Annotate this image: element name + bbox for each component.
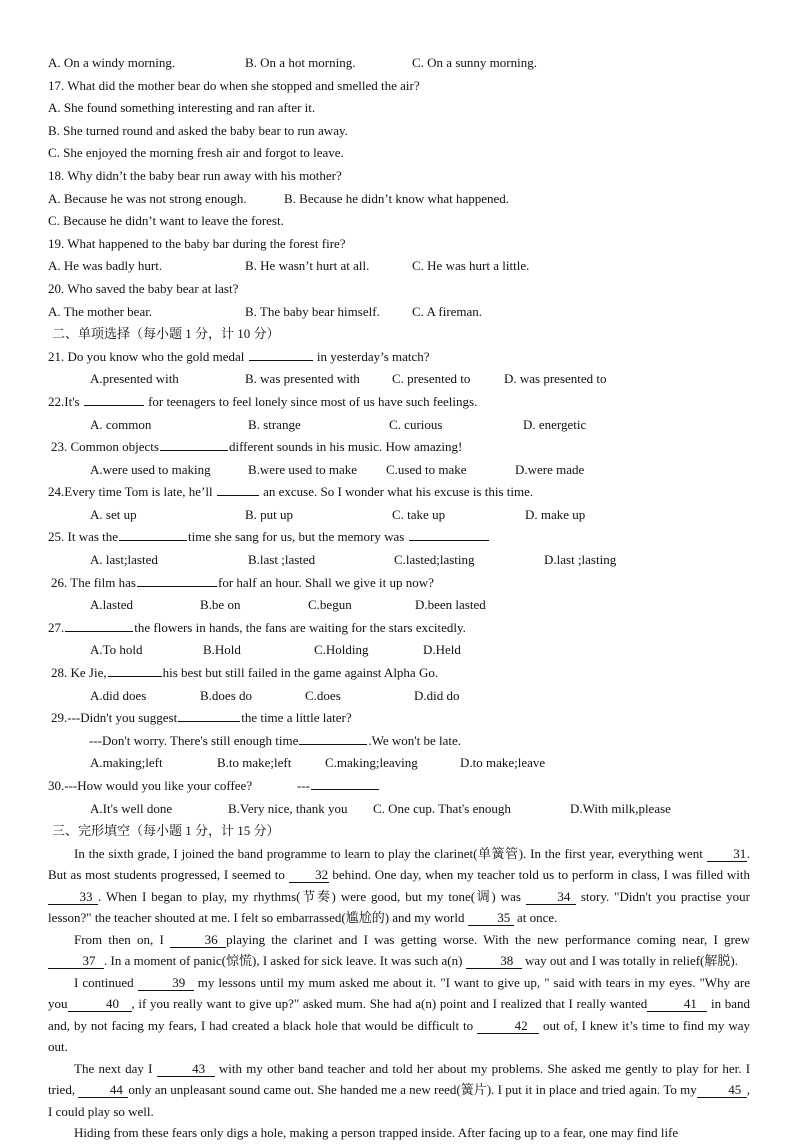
q23-option-a: A.were used to making <box>90 461 211 477</box>
q21-options <box>48 368 750 391</box>
q22-blank <box>84 391 144 406</box>
q24-option-b: B. put up <box>245 506 294 522</box>
q28-blank <box>108 662 162 677</box>
q18-option-a: A. Because he was not strong enough. <box>48 190 247 206</box>
q25-option-d: D.last ;lasting <box>544 552 617 568</box>
q17-option-c: C. She enjoyed the morning fresh air and forgot to leave. <box>48 145 344 161</box>
q27-blank <box>65 617 133 632</box>
blank-34: 34 <box>526 889 576 905</box>
q25-blank-1 <box>119 526 187 541</box>
q24-blank <box>217 481 259 496</box>
q24-option-d: D. make up <box>525 506 586 522</box>
q22-option-b: B. strange <box>248 416 301 432</box>
q19-option-a: A. He was badly hurt. <box>48 258 163 274</box>
q20-option-c: C. A fireman. <box>412 303 483 319</box>
q22-option-d: D. energetic <box>523 416 587 432</box>
q17-option-a: A. She found something interesting and ran after it. <box>48 100 316 116</box>
q30-option-b: B.Very nice, thank you <box>228 800 348 816</box>
cloze-paragraph-3: I continued 39 my lessons until my mum asked me about it. "I want to give up, " said with tears in my eyes. "Why are you 40 , if you really want to give up?" asked mum. She had a(n) point and I realized that I really wanted 41 in band and, by not facing my fears, I had created a black hole that would be difficult to 42 out of, I knew it’s time to find my way out. <box>48 974 751 1055</box>
q23-option-c: C.used to make <box>386 461 467 477</box>
exam-page <box>48 52 751 1141</box>
cloze-paragraph-5-cut: Hiding from these fears only digs a hole, making a person trapped inside. After facing up to a fear, one may find life <box>74 1125 679 1141</box>
blank-45: 45 <box>697 1082 747 1098</box>
q23-options <box>48 459 750 482</box>
q20-option-b: B. The baby bear himself. <box>245 303 380 319</box>
q25-option-b: B.last ;lasted <box>248 552 316 568</box>
q28-option-b: B.does do <box>200 687 252 703</box>
q16-option-b: B. On a hot morning. <box>245 55 356 70</box>
q27-options <box>48 639 750 662</box>
blank-43: 43 <box>157 1061 215 1077</box>
q21-blank <box>249 346 313 361</box>
q19-option-b: B. He wasn’t hurt at all. <box>245 258 370 274</box>
q30-stem: 30.---How would you like your coffee? --- <box>48 775 750 798</box>
blank-42: 42 <box>477 1018 539 1034</box>
blank-36: 36 <box>170 932 226 948</box>
q30-options <box>48 798 750 821</box>
q29-blank-2 <box>299 730 367 745</box>
q23-option-d: D.were made <box>515 461 585 477</box>
section3-title: 三、完形填空（每小题 1 分，计 15 分） <box>52 823 280 839</box>
q22-stem: 22.It's for teenagers to feel lonely since most of us have such feelings. <box>48 391 750 414</box>
q25-options <box>48 549 750 572</box>
q28-option-a: A.did does <box>90 687 147 703</box>
section2-title: 二、单项选择（每小题 1 分，计 10 分） <box>52 326 280 342</box>
blank-35: 35 <box>468 910 514 926</box>
q30-option-a: A.It's well done <box>90 800 173 816</box>
q27-option-d: D.Held <box>423 642 461 658</box>
q16-options <box>48 52 750 75</box>
q28-option-c: C.does <box>305 687 341 703</box>
blank-41: 41 <box>647 996 707 1012</box>
cloze-paragraph-1: In the sixth grade, I joined the band programme to learn to play the clarinet(单簧管). In the first year, everything went 31. But as most students progressed, I seemed to 32 behind. One day, when my teacher told us to perform in class, I was filled with 33 . When I began to play, my rhythms(节奏) were good, but my tone(调) was 34 story. "Didn't you practise your lesson?" the teacher shouted at me. I felt so embarrassed(尴尬的) and my world 35 at once. <box>48 845 751 926</box>
q28-option-d: D.did do <box>414 687 460 703</box>
q25-option-a: A. last;lasted <box>90 552 158 568</box>
q25-blank-2 <box>409 526 489 541</box>
q23-blank <box>160 436 228 451</box>
q26-option-b: B.be on <box>200 597 241 613</box>
q27-option-a: A.To hold <box>90 642 143 658</box>
blank-40: 40 <box>68 996 132 1012</box>
q20-stem: 20. Who saved the baby bear at last? <box>48 280 239 296</box>
q29-blank-1 <box>178 707 240 722</box>
q23-option-b: B.were used to make <box>248 461 358 477</box>
q26-options <box>48 594 750 617</box>
q30-option-c: C. One cup. That's enough <box>373 800 511 816</box>
blank-39: 39 <box>138 975 194 991</box>
blank-32: 32 <box>289 867 329 883</box>
q29-option-c: C.making;leaving <box>325 755 418 771</box>
q18-option-c: C. Because he didn’t want to leave the forest. <box>48 213 284 229</box>
blank-38: 38 <box>466 953 522 969</box>
q19-option-c: C. He was hurt a little. <box>412 258 530 274</box>
q29-options <box>48 752 750 775</box>
q18-stem: 18. Why didn’t the baby bear run away with his mother? <box>48 167 342 183</box>
cloze-paragraph-4: The next day I 43 with my other band teacher and told her about my problems. She asked me gently to play for her. I tried, 44 only an unpleasant sound came out. She handed me a new reed(簧片). I put it in place and tried again. To my 45 , I could play so well. <box>48 1060 751 1119</box>
q21-option-c: C. presented to <box>392 371 471 387</box>
q24-option-a: A. set up <box>90 506 137 522</box>
q17-option-b: B. She turned round and asked the baby bear to run away. <box>48 122 348 138</box>
q29-stem: 29.---Didn't you suggest the time a little later? <box>48 707 750 730</box>
q23-stem: 23. Common objects different sounds in his music. How amazing! <box>48 436 750 459</box>
q21-option-d: D. was presented to <box>504 371 607 387</box>
cloze-paragraph-2: From then on, I 36 playing the clarinet and I was getting worse. With the new performance coming near, I grew 37 . In a moment of panic(惊慌), I asked for sick leave. It was such a(n) 38 way out and I was totally in relief(解脱). <box>48 929 750 972</box>
q30-option-d: D.With milk,please <box>570 800 671 816</box>
q16-option-a: A. On a windy morning. <box>48 55 176 70</box>
q26-stem: 26. The film has for half an hour. Shall we give it up now? <box>48 572 750 595</box>
q24-option-c: C. take up <box>392 506 446 522</box>
q21-option-b: B. was presented with <box>245 371 360 387</box>
q27-stem: 27. the flowers in hands, the fans are waiting for the stars excitedly. <box>48 617 750 640</box>
q27-option-b: B.Hold <box>203 642 241 658</box>
q29-option-a: A.making;left <box>90 755 163 771</box>
q19-stem: 19. What happened to the baby bar during the forest fire? <box>48 235 346 251</box>
q29-reply: ---Don't worry. There's still enough time .We won't be late. <box>48 730 750 753</box>
q29-option-d: D.to make;leave <box>460 755 546 771</box>
q26-option-a: A.lasted <box>90 597 133 613</box>
q26-blank <box>137 572 217 587</box>
q26-option-d: D.been lasted <box>415 597 486 613</box>
blank-33: 33 <box>48 889 98 905</box>
q16-option-c: C. On a sunny morning. <box>412 55 537 70</box>
blank-31: 31 <box>707 846 747 862</box>
q28-options <box>48 685 750 708</box>
q17-stem: 17. What did the mother bear do when she stopped and smelled the air? <box>48 77 420 93</box>
blank-44: 44 <box>78 1082 128 1098</box>
q20-options <box>48 301 750 324</box>
q18-option-b: B. Because he didn’t know what happened. <box>284 190 510 206</box>
q30-reply-blank: --- <box>297 775 380 798</box>
q21-option-a: A.presented with <box>90 371 179 387</box>
q20-option-a: A. The mother bear. <box>48 303 153 319</box>
q26-option-c: C.begun <box>308 597 352 613</box>
q25-stem: 25. It was the time she sang for us, but the memory was <box>48 526 750 549</box>
q27-option-c: C.Holding <box>314 642 369 658</box>
q29-option-b: B.to make;left <box>217 755 292 771</box>
q24-options <box>48 504 750 527</box>
blank-37: 37 <box>48 953 104 969</box>
q24-stem: 24.Every time Tom is late, he’ll an excuse. So I wonder what his excuse is this time. <box>48 481 750 504</box>
q22-option-a: A. common <box>90 416 152 432</box>
q25-option-c: C.lasted;lasting <box>394 552 475 568</box>
q22-options <box>48 414 750 437</box>
q19-options <box>48 255 750 278</box>
q28-stem: 28. Ke Jie, his best but still failed in the game against Alpha Go. <box>48 662 750 685</box>
q18-options-ab <box>48 188 750 211</box>
q21-stem: 21. Do you know who the gold medal in yesterday’s match? <box>48 346 750 369</box>
q22-option-c: C. curious <box>389 416 443 432</box>
